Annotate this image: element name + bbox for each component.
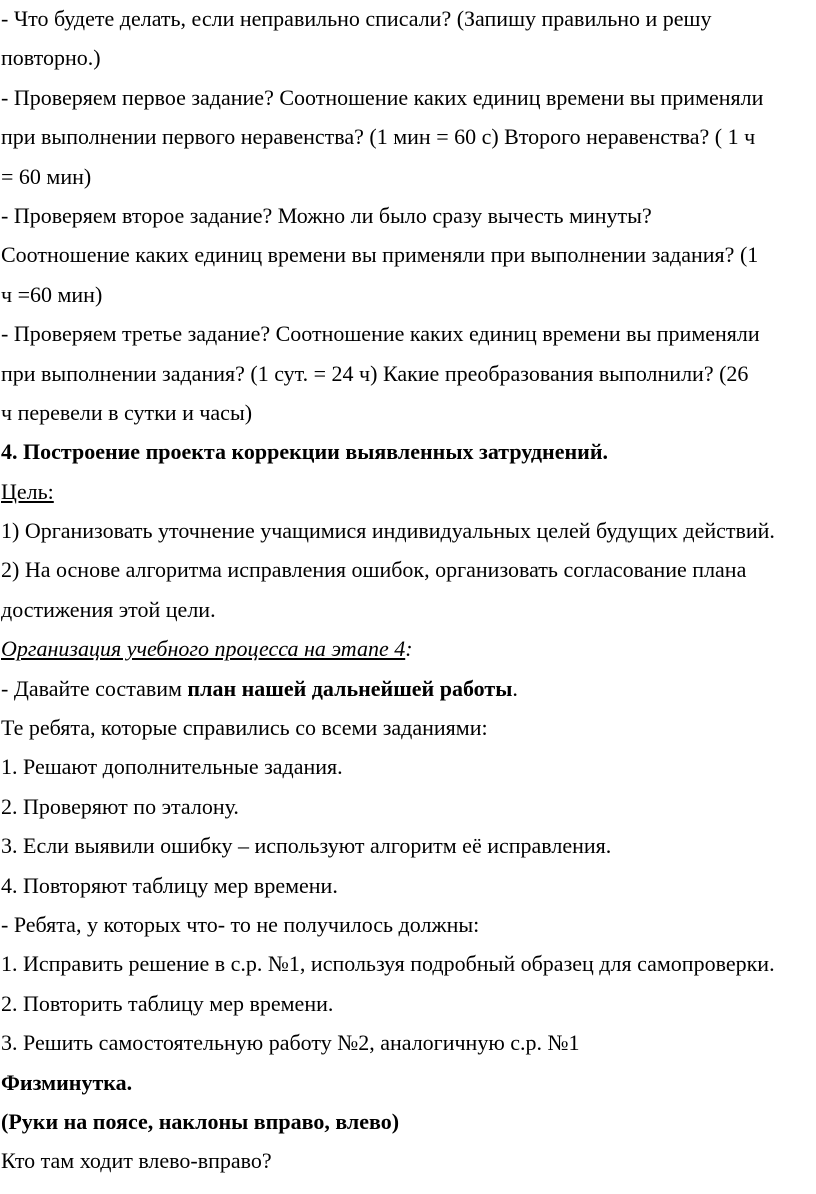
goal-item-continued: достижения этой цели. <box>1 596 216 622</box>
plan-line <box>1 669 813 708</box>
goal-label-line <box>1 472 813 511</box>
goal-item: 2) На основе алгоритма исправления ошибок, организовать согласование плана <box>1 557 747 583</box>
text-line: ч перевели в сутки и часы) <box>1 399 253 425</box>
text-line: повторно.) <box>1 45 101 71</box>
plan-bold: план нашей дальнейшей работы <box>187 675 513 701</box>
verse-line: Кто там ходит влево-вправо? <box>1 1148 272 1174</box>
section-heading: 4. Построение проекта коррекции выявленных затруднений. <box>1 439 609 465</box>
list-item: 2. Повторить таблицу мер времени. <box>1 990 334 1016</box>
text-line: = 60 мин) <box>1 163 92 189</box>
text-line: при выполнении первого неравенства? (1 мин = 60 с) Второго неравенства? ( 1 ч <box>1 124 756 150</box>
text-line: - Что будете делать, если неправильно списали? (Запишу правильно и решу <box>1 6 712 31</box>
list-item: 1. Исправить решение в с.р. №1, используя подробный образец для самопроверки. <box>1 951 775 977</box>
plan-prefix: - Давайте составим <box>1 675 188 701</box>
fizminutka-instruction: (Руки на поясе, наклоны вправо, влево) <box>1 1108 400 1134</box>
org-colon: : <box>405 636 413 662</box>
text-line: - Проверяем третье задание? Соотношение каких единиц времени вы применяли <box>1 321 760 347</box>
goal-item: 1) Организовать уточнение учащимися индивидуальных целей будущих действий. <box>1 518 775 544</box>
list-item: 4. Повторяют таблицу мер времени. <box>1 872 338 898</box>
fizminutka-title: Физминутка. <box>1 1069 133 1095</box>
list-item: 3. Решить самостоятельную работу №2, аналогичную с.р. №1 <box>1 1030 580 1056</box>
plan-suffix: . <box>512 675 518 701</box>
list-item: 2. Проверяют по эталону. <box>1 793 239 819</box>
list-item: 1. Решают дополнительные задания. <box>1 754 343 780</box>
list-item: 3. Если выявили ошибку – используют алгоритм её исправления. <box>1 833 612 859</box>
goal-label: Цель: <box>1 478 54 504</box>
text-line: при выполнении задания? (1 сут. = 24 ч) Какие преобразования выполнили? (26 <box>1 360 749 386</box>
org-label-line <box>1 629 813 668</box>
group-intro: - Ребята, у которых что- то не получилось должны: <box>1 911 480 937</box>
text-line: - Проверяем второе задание? Можно ли было сразу вычесть минуты? <box>1 202 652 228</box>
text-line: - Проверяем первое задание? Соотношение каких единиц времени вы применяли <box>1 84 764 110</box>
group-intro: Те ребята, которые справились со всеми заданиями: <box>1 715 488 741</box>
document-page <box>1 0 813 1181</box>
org-label: Организация учебного процесса на этапе 4 <box>1 636 406 662</box>
text-line: ч =60 мин) <box>1 281 103 307</box>
text-line: Соотношение каких единиц времени вы применяли при выполнении задания? (1 <box>1 242 759 268</box>
